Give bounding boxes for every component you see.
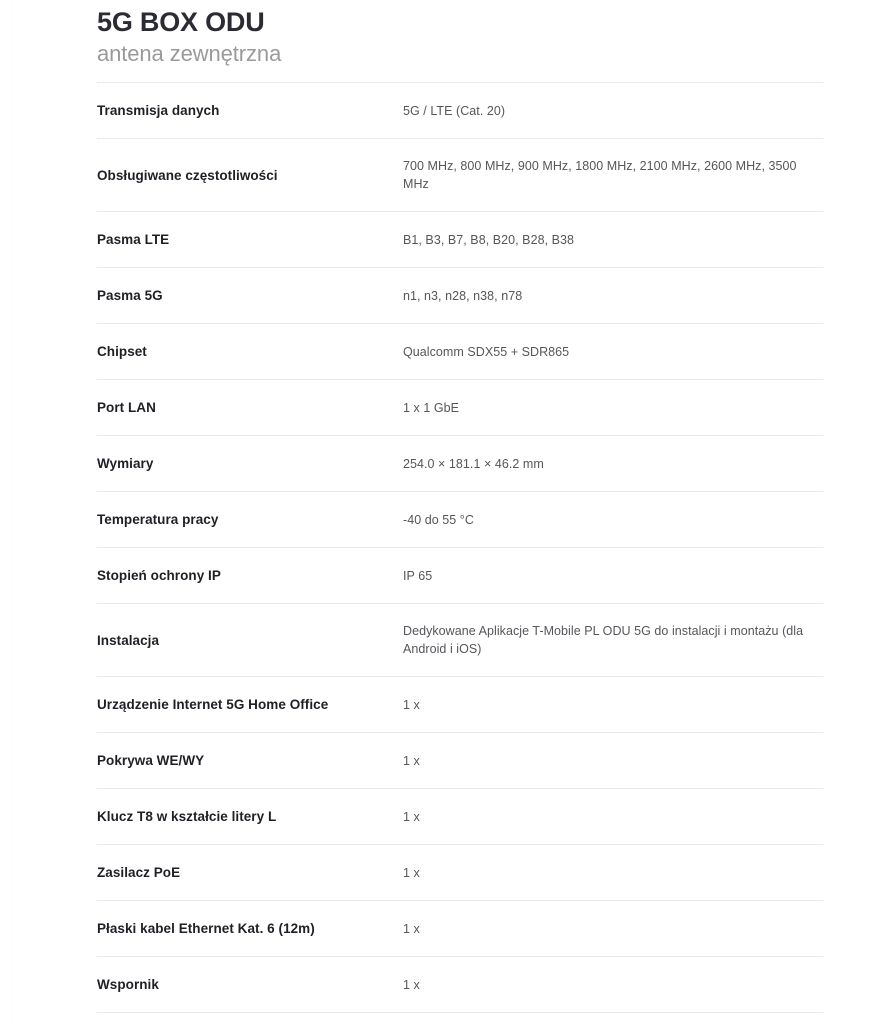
spec-label: Pasma LTE [97,232,170,247]
spec-value: 5G / LTE (Cat. 20) [403,103,506,118]
table-row [97,139,823,212]
spec-label: Urządzenie Internet 5G Home Office [97,697,329,712]
spec-value: 1 x [403,809,420,824]
spec-value: 1 x [403,697,420,712]
spec-value: 1 x [403,977,420,992]
specification-table-body [97,83,823,1013]
spec-label: Temperatura pracy [97,512,219,527]
table-row [97,901,823,957]
table-row [97,548,823,604]
page-header [97,0,823,82]
spec-value: 1 x [403,865,420,880]
table-row [97,604,823,677]
spec-label: Obsługiwane częstotliwości [97,167,278,183]
table-row [97,733,823,789]
table-row [97,492,823,548]
spec-label: Chipset [97,344,147,359]
spec-value: 254.0 × 181.1 × 46.2 mm [403,456,544,471]
table-row [97,268,823,324]
page-title: 5G BOX ODU [97,7,265,37]
table-row [97,789,823,845]
spec-label: Port LAN [97,400,156,415]
spec-value: Qualcomm SDX55 + SDR865 [403,344,570,359]
table-row [97,212,823,268]
table-row [97,436,823,492]
spec-label: Transmisja danych [97,103,220,118]
spec-value: 1 x [403,753,420,768]
spec-label: Wymiary [97,456,154,471]
content-column [97,0,823,1013]
page-subtitle: antena zewnętrzna [97,41,282,66]
spec-value: n1, n3, n28, n38, n78 [403,288,523,303]
spec-value: -40 do 55 °C [403,512,474,527]
table-row [97,324,823,380]
spec-label: Klucz T8 w kształcie litery L [97,809,277,824]
spec-value: IP 65 [403,568,433,583]
table-row [97,380,823,436]
spec-label: Pasma 5G [97,288,163,303]
spec-value: Dedykowane Aplikacje T-Mobile PL ODU 5G do instalacji i montażu (dla Android i iOS) [403,624,804,656]
spec-label: Stopień ochrony IP [97,568,221,583]
spec-value: 700 MHz, 800 MHz, 900 MHz, 1800 MHz, 2100 MHz, 2600 MHz, 3500 MHz [403,159,797,191]
left-gutter-edge [11,0,12,1024]
spec-value: B1, B3, B7, B8, B20, B28, B38 [403,232,575,247]
spec-label: Wspornik [97,977,159,992]
table-row [97,845,823,901]
specification-table [97,82,823,1013]
spec-label: Zasilacz PoE [97,865,181,880]
table-row [97,83,823,139]
spec-value: 1 x 1 GbE [403,400,460,415]
table-row [97,677,823,733]
spec-label: Instalacja [97,632,160,648]
table-row [97,957,823,1013]
spec-label: Płaski kabel Ethernet Kat. 6 (12m) [97,921,315,936]
spec-label: Pokrywa WE/WY [97,753,205,768]
spec-value: 1 x [403,921,420,936]
